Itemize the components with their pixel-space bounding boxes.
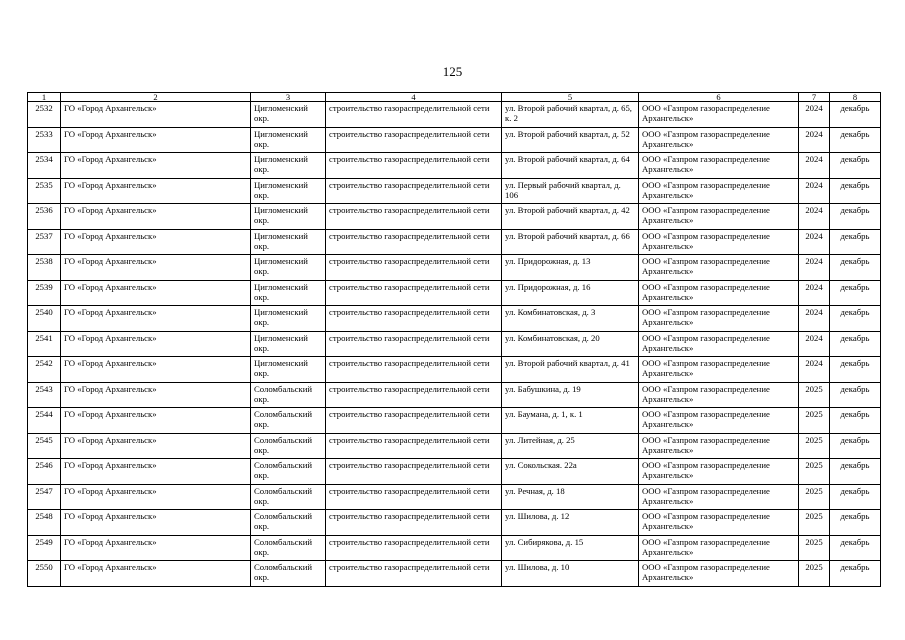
table-row: [28, 229, 881, 255]
month-cell: декабрь: [830, 127, 881, 153]
work-type-cell: строительство газораспределительной сети: [326, 382, 502, 408]
month-cell: декабрь: [830, 535, 881, 561]
year-cell: 2025: [799, 535, 830, 561]
year-cell: 2025: [799, 459, 830, 485]
page-number: 125: [442, 64, 463, 79]
municipality-cell: ГО «Город Архангельск»: [61, 408, 251, 434]
organization-cell: ООО «Газпром газораспределение Архангельск»: [639, 535, 799, 561]
month-cell: декабрь: [830, 433, 881, 459]
municipality-cell: ГО «Город Архангельск»: [61, 382, 251, 408]
year-cell: 2024: [799, 153, 830, 179]
month-cell: декабрь: [830, 102, 881, 128]
column-number-row: [28, 93, 881, 102]
district-cell: Цигломенский окр.: [251, 280, 326, 306]
district-cell: Цигломенский окр.: [251, 102, 326, 128]
address-cell: ул. Шилова, д. 12: [502, 510, 639, 536]
month-cell: декабрь: [830, 280, 881, 306]
month-cell: декабрь: [830, 459, 881, 485]
municipality-cell: ГО «Город Архангельск»: [61, 229, 251, 255]
year-cell: 2025: [799, 561, 830, 587]
table-row: [28, 280, 881, 306]
address-cell: ул. Баумана, д. 1, к. 1: [502, 408, 639, 434]
address-cell: ул. Второй рабочий квартал, д. 65, к. 2: [502, 102, 639, 128]
year-cell: 2025: [799, 408, 830, 434]
district-cell: Соломбальский окр.: [251, 433, 326, 459]
year-cell: 2024: [799, 229, 830, 255]
row-number-cell: 2532: [28, 102, 61, 128]
column-header: 5: [502, 93, 639, 102]
table-row: [28, 357, 881, 383]
row-number-cell: 2535: [28, 178, 61, 204]
municipality-cell: ГО «Город Архангельск»: [61, 153, 251, 179]
municipality-cell: ГО «Город Архангельск»: [61, 306, 251, 332]
work-type-cell: строительство газораспределительной сети: [326, 510, 502, 536]
month-cell: декабрь: [830, 306, 881, 332]
municipality-cell: ГО «Город Архангельск»: [61, 510, 251, 536]
table-row: [28, 535, 881, 561]
year-cell: 2024: [799, 280, 830, 306]
work-type-cell: строительство газораспределительной сети: [326, 280, 502, 306]
table-row: [28, 408, 881, 434]
row-number-cell: 2545: [28, 433, 61, 459]
district-cell: Соломбальский окр.: [251, 484, 326, 510]
district-cell: Цигломенский окр.: [251, 255, 326, 281]
municipality-cell: ГО «Город Архангельск»: [61, 178, 251, 204]
year-cell: 2025: [799, 382, 830, 408]
address-cell: ул. Речная, д. 18: [502, 484, 639, 510]
organization-cell: ООО «Газпром газораспределение Архангельск»: [639, 102, 799, 128]
table-row: [28, 484, 881, 510]
work-type-cell: строительство газораспределительной сети: [326, 459, 502, 485]
organization-cell: ООО «Газпром газораспределение Архангельск»: [639, 255, 799, 281]
row-number-cell: 2534: [28, 153, 61, 179]
month-cell: декабрь: [830, 510, 881, 536]
row-number-cell: 2550: [28, 561, 61, 587]
address-cell: ул. Второй рабочий квартал, д. 64: [502, 153, 639, 179]
district-cell: Соломбальский окр.: [251, 510, 326, 536]
month-cell: декабрь: [830, 357, 881, 383]
row-number-cell: 2538: [28, 255, 61, 281]
organization-cell: ООО «Газпром газораспределение Архангельск»: [639, 433, 799, 459]
organization-cell: ООО «Газпром газораспределение Архангельск»: [639, 306, 799, 332]
district-cell: Цигломенский окр.: [251, 204, 326, 230]
municipality-cell: ГО «Город Архангельск»: [61, 433, 251, 459]
address-cell: ул. Второй рабочий квартал, д. 42: [502, 204, 639, 230]
column-header: 4: [326, 93, 502, 102]
municipality-cell: ГО «Город Архангельск»: [61, 357, 251, 383]
address-cell: ул. Комбинатовская, д. 3: [502, 306, 639, 332]
table-row: [28, 255, 881, 281]
work-type-cell: строительство газораспределительной сети: [326, 408, 502, 434]
work-type-cell: строительство газораспределительной сети: [326, 255, 502, 281]
organization-cell: ООО «Газпром газораспределение Архангельск»: [639, 127, 799, 153]
column-header: 3: [251, 93, 326, 102]
district-cell: Цигломенский окр.: [251, 331, 326, 357]
row-number-cell: 2543: [28, 382, 61, 408]
month-cell: декабрь: [830, 229, 881, 255]
table-row: [28, 178, 881, 204]
district-cell: Соломбальский окр.: [251, 561, 326, 587]
district-cell: Соломбальский окр.: [251, 535, 326, 561]
district-cell: Цигломенский окр.: [251, 229, 326, 255]
organization-cell: ООО «Газпром газораспределение Архангельск»: [639, 510, 799, 536]
organization-cell: ООО «Газпром газораспределение Архангельск»: [639, 459, 799, 485]
year-cell: 2025: [799, 433, 830, 459]
organization-cell: ООО «Газпром газораспределение Архангельск»: [639, 280, 799, 306]
municipality-cell: ГО «Город Архангельск»: [61, 484, 251, 510]
month-cell: декабрь: [830, 484, 881, 510]
month-cell: декабрь: [830, 408, 881, 434]
organization-cell: ООО «Газпром газораспределение Архангельск»: [639, 408, 799, 434]
year-cell: 2024: [799, 178, 830, 204]
row-number-cell: 2547: [28, 484, 61, 510]
gas-network-table: [27, 92, 881, 587]
organization-cell: ООО «Газпром газораспределение Архангельск»: [639, 561, 799, 587]
month-cell: декабрь: [830, 178, 881, 204]
year-cell: 2024: [799, 357, 830, 383]
column-header: 2: [61, 93, 251, 102]
municipality-cell: ГО «Город Архангельск»: [61, 561, 251, 587]
municipality-cell: ГО «Город Архангельск»: [61, 535, 251, 561]
address-cell: ул. Комбинатовская, д. 20: [502, 331, 639, 357]
district-cell: Соломбальский окр.: [251, 459, 326, 485]
address-cell: ул. Второй рабочий квартал, д. 41: [502, 357, 639, 383]
district-cell: Соломбальский окр.: [251, 382, 326, 408]
row-number-cell: 2542: [28, 357, 61, 383]
table-row: [28, 306, 881, 332]
row-number-cell: 2536: [28, 204, 61, 230]
row-number-cell: 2540: [28, 306, 61, 332]
address-cell: ул. Шилова, д. 10: [502, 561, 639, 587]
work-type-cell: строительство газораспределительной сети: [326, 484, 502, 510]
organization-cell: ООО «Газпром газораспределение Архангельск»: [639, 331, 799, 357]
work-type-cell: строительство газораспределительной сети: [326, 229, 502, 255]
table-row: [28, 153, 881, 179]
address-cell: ул. Придорожная, д. 13: [502, 255, 639, 281]
table-row: [28, 382, 881, 408]
table-row: [28, 459, 881, 485]
column-header: 1: [28, 93, 61, 102]
address-cell: ул. Сокольская. 22а: [502, 459, 639, 485]
table-row: [28, 510, 881, 536]
address-cell: ул. Первый рабочий квартал, д. 106: [502, 178, 639, 204]
column-header: 6: [639, 93, 799, 102]
table-body: [28, 102, 881, 587]
municipality-cell: ГО «Город Архангельск»: [61, 280, 251, 306]
year-cell: 2024: [799, 255, 830, 281]
municipality-cell: ГО «Город Архангельск»: [61, 331, 251, 357]
work-type-cell: строительство газораспределительной сети: [326, 306, 502, 332]
organization-cell: ООО «Газпром газораспределение Архангельск»: [639, 153, 799, 179]
year-cell: 2024: [799, 204, 830, 230]
month-cell: декабрь: [830, 255, 881, 281]
row-number-cell: 2544: [28, 408, 61, 434]
month-cell: декабрь: [830, 331, 881, 357]
organization-cell: ООО «Газпром газораспределение Архангельск»: [639, 357, 799, 383]
district-cell: Соломбальский окр.: [251, 408, 326, 434]
address-cell: ул. Придорожная, д. 16: [502, 280, 639, 306]
month-cell: декабрь: [830, 153, 881, 179]
municipality-cell: ГО «Город Архангельск»: [61, 204, 251, 230]
column-header: 7: [799, 93, 830, 102]
municipality-cell: ГО «Город Архангельск»: [61, 255, 251, 281]
row-number-cell: 2541: [28, 331, 61, 357]
address-cell: ул. Второй рабочий квартал, д. 66: [502, 229, 639, 255]
address-cell: ул. Сибирякова, д. 15: [502, 535, 639, 561]
table-row: [28, 433, 881, 459]
address-cell: ул. Литейная, д. 25: [502, 433, 639, 459]
work-type-cell: строительство газораспределительной сети: [326, 102, 502, 128]
municipality-cell: ГО «Город Архангельск»: [61, 102, 251, 128]
work-type-cell: строительство газораспределительной сети: [326, 357, 502, 383]
work-type-cell: строительство газораспределительной сети: [326, 153, 502, 179]
year-cell: 2024: [799, 127, 830, 153]
district-cell: Цигломенский окр.: [251, 153, 326, 179]
district-cell: Цигломенский окр.: [251, 127, 326, 153]
column-header: 8: [830, 93, 881, 102]
work-type-cell: строительство газораспределительной сети: [326, 535, 502, 561]
work-type-cell: строительство газораспределительной сети: [326, 204, 502, 230]
work-type-cell: строительство газораспределительной сети: [326, 331, 502, 357]
organization-cell: ООО «Газпром газораспределение Архангельск»: [639, 178, 799, 204]
table-row: [28, 127, 881, 153]
year-cell: 2024: [799, 306, 830, 332]
month-cell: декабрь: [830, 561, 881, 587]
work-type-cell: строительство газораспределительной сети: [326, 178, 502, 204]
month-cell: декабрь: [830, 382, 881, 408]
district-cell: Цигломенский окр.: [251, 357, 326, 383]
organization-cell: ООО «Газпром газораспределение Архангельск»: [639, 229, 799, 255]
municipality-cell: ГО «Город Архангельск»: [61, 127, 251, 153]
year-cell: 2024: [799, 102, 830, 128]
organization-cell: ООО «Газпром газораспределение Архангельск»: [639, 204, 799, 230]
municipality-cell: ГО «Город Архангельск»: [61, 459, 251, 485]
table-row: [28, 331, 881, 357]
year-cell: 2025: [799, 484, 830, 510]
organization-cell: ООО «Газпром газораспределение Архангельск»: [639, 382, 799, 408]
district-cell: Цигломенский окр.: [251, 178, 326, 204]
address-cell: ул. Бабушкина, д. 19: [502, 382, 639, 408]
row-number-cell: 2546: [28, 459, 61, 485]
work-type-cell: строительство газораспределительной сети: [326, 127, 502, 153]
row-number-cell: 2533: [28, 127, 61, 153]
work-type-cell: строительство газораспределительной сети: [326, 433, 502, 459]
row-number-cell: 2548: [28, 510, 61, 536]
table-row: [28, 102, 881, 128]
address-cell: ул. Второй рабочий квартал, д. 52: [502, 127, 639, 153]
row-number-cell: 2539: [28, 280, 61, 306]
organization-cell: ООО «Газпром газораспределение Архангельск»: [639, 484, 799, 510]
month-cell: декабрь: [830, 204, 881, 230]
row-number-cell: 2537: [28, 229, 61, 255]
work-type-cell: строительство газораспределительной сети: [326, 561, 502, 587]
year-cell: 2024: [799, 331, 830, 357]
table-row: [28, 561, 881, 587]
table-row: [28, 204, 881, 230]
year-cell: 2025: [799, 510, 830, 536]
district-cell: Цигломенский окр.: [251, 306, 326, 332]
row-number-cell: 2549: [28, 535, 61, 561]
